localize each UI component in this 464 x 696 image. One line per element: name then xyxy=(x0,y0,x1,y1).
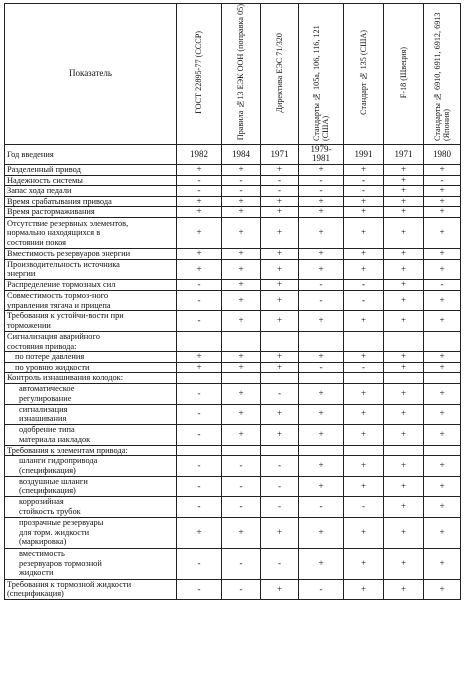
value-cell: + xyxy=(344,425,384,446)
year-label: Год введения xyxy=(5,144,177,165)
table-row xyxy=(5,579,461,600)
value-cell: + xyxy=(222,311,261,332)
value-cell: - xyxy=(344,290,384,311)
value-cell: + xyxy=(344,476,384,497)
empty-cell xyxy=(344,331,384,352)
standard-name: Стандарты № 6910, 6911, 6912, 6913 (Япония) xyxy=(432,12,451,141)
empty-cell xyxy=(299,373,344,384)
row-label: сигнализация изнашивания xyxy=(5,404,177,425)
value-cell: - xyxy=(177,497,222,518)
empty-cell xyxy=(222,445,261,456)
value-cell: + xyxy=(177,218,222,249)
value-cell: + xyxy=(424,207,461,218)
value-cell: + xyxy=(261,362,299,373)
table-row xyxy=(5,280,461,291)
value-cell: - xyxy=(177,456,222,477)
empty-cell xyxy=(384,331,424,352)
table-row xyxy=(5,404,461,425)
value-cell: + xyxy=(299,218,344,249)
value-cell: + xyxy=(261,290,299,311)
value-cell: + xyxy=(299,476,344,497)
row-label: Требования к тормозной жидкости (спецификация) xyxy=(5,579,177,600)
year-cell: 1980 xyxy=(424,144,461,165)
value-cell: + xyxy=(222,384,261,405)
value-cell: + xyxy=(299,259,344,280)
value-cell: + xyxy=(299,196,344,207)
group-title: Сигнализация аварийного состояния привода: xyxy=(5,331,177,352)
value-cell: - xyxy=(261,476,299,497)
comparison-table xyxy=(4,3,461,600)
value-cell: + xyxy=(384,517,424,548)
value-cell: - xyxy=(299,186,344,197)
value-cell: - xyxy=(344,186,384,197)
value-cell: + xyxy=(261,165,299,176)
value-cell: - xyxy=(261,384,299,405)
value-cell: + xyxy=(261,207,299,218)
value-cell: + xyxy=(384,186,424,197)
table-row xyxy=(5,196,461,207)
value-cell: + xyxy=(299,311,344,332)
value-cell: + xyxy=(384,579,424,600)
value-cell: - xyxy=(177,425,222,446)
value-cell: + xyxy=(424,425,461,446)
row-label: Вместимость резервуаров энергии xyxy=(5,249,177,260)
row-label: Совместимость тормоз-ного управления тягача и прицепа xyxy=(5,290,177,311)
table-row xyxy=(5,517,461,548)
value-cell: + xyxy=(344,165,384,176)
standard-name: Стандарты № 105а, 106, 116, 121 (США) xyxy=(311,25,330,141)
row-label: Отсутствие резервных элементов, нормально находящихся в состоянии покоя xyxy=(5,218,177,249)
row-label: Требования к устойчи-вости при торможении xyxy=(5,311,177,332)
value-cell: + xyxy=(384,404,424,425)
empty-cell xyxy=(424,373,461,384)
value-cell: - xyxy=(177,175,222,186)
value-cell: + xyxy=(261,579,299,600)
row-label: автоматическое регулирование xyxy=(5,384,177,405)
row-label: коррозийная стойкость трубок xyxy=(5,497,177,518)
value-cell: - xyxy=(177,311,222,332)
value-cell: - xyxy=(177,290,222,311)
table-body xyxy=(5,144,461,600)
table-row xyxy=(5,352,461,363)
value-cell: + xyxy=(424,218,461,249)
empty-cell xyxy=(299,445,344,456)
table-row xyxy=(5,207,461,218)
indicator-header-label: Показатель xyxy=(68,68,113,78)
value-cell: + xyxy=(299,207,344,218)
value-cell: + xyxy=(299,384,344,405)
row-label: Распределение тормозных сил xyxy=(5,280,177,291)
row-label: одобрение типа материала накладок xyxy=(5,425,177,446)
value-cell: + xyxy=(424,290,461,311)
value-cell: + xyxy=(344,249,384,260)
value-cell: + xyxy=(177,207,222,218)
table-row xyxy=(5,362,461,373)
group-title-row xyxy=(5,331,461,352)
value-cell: + xyxy=(424,548,461,579)
value-cell: + xyxy=(344,196,384,207)
standard-header xyxy=(384,4,424,145)
value-cell: + xyxy=(384,311,424,332)
value-cell: - xyxy=(344,497,384,518)
group-title: Требования к элементам привода: xyxy=(5,445,177,456)
table-row xyxy=(5,175,461,186)
value-cell: + xyxy=(222,280,261,291)
row-label: шланги гидропривода (спецификация) xyxy=(5,456,177,477)
row-label: Время растормаживания xyxy=(5,207,177,218)
value-cell: + xyxy=(299,517,344,548)
value-cell: + xyxy=(222,352,261,363)
value-cell: - xyxy=(177,384,222,405)
value-cell: - xyxy=(424,175,461,186)
standard-name: F-18 (Швеция) xyxy=(398,46,408,99)
empty-cell xyxy=(261,445,299,456)
value-cell: + xyxy=(261,196,299,207)
empty-cell xyxy=(261,331,299,352)
value-cell: + xyxy=(261,249,299,260)
value-cell: + xyxy=(261,311,299,332)
value-cell: + xyxy=(424,476,461,497)
value-cell: + xyxy=(384,290,424,311)
table-row xyxy=(5,548,461,579)
empty-cell xyxy=(384,445,424,456)
empty-cell xyxy=(344,445,384,456)
year-cell: 1971 xyxy=(261,144,299,165)
value-cell: + xyxy=(424,311,461,332)
value-cell: - xyxy=(261,175,299,186)
value-cell: - xyxy=(222,497,261,518)
value-cell: - xyxy=(222,456,261,477)
value-cell: + xyxy=(222,165,261,176)
value-cell: - xyxy=(344,362,384,373)
empty-cell xyxy=(222,373,261,384)
value-cell: - xyxy=(261,186,299,197)
table-row xyxy=(5,476,461,497)
empty-cell xyxy=(177,373,222,384)
value-cell: + xyxy=(344,352,384,363)
value-cell: + xyxy=(424,497,461,518)
value-cell: + xyxy=(424,249,461,260)
value-cell: - xyxy=(344,280,384,291)
value-cell: + xyxy=(177,165,222,176)
indicator-header xyxy=(5,4,177,145)
standard-header xyxy=(261,4,299,145)
value-cell: + xyxy=(344,207,384,218)
empty-cell xyxy=(424,331,461,352)
value-cell: + xyxy=(344,548,384,579)
row-label: Производительность источника энергии xyxy=(5,259,177,280)
value-cell: + xyxy=(177,249,222,260)
table-row xyxy=(5,384,461,405)
empty-cell xyxy=(299,331,344,352)
value-cell: - xyxy=(222,548,261,579)
value-cell: + xyxy=(344,404,384,425)
row-label: по потере давления xyxy=(5,352,177,363)
row-label: воздушные шланги (спецификация) xyxy=(5,476,177,497)
value-cell: + xyxy=(384,165,424,176)
empty-cell xyxy=(177,331,222,352)
value-cell: + xyxy=(424,579,461,600)
value-cell: + xyxy=(177,352,222,363)
value-cell: - xyxy=(177,404,222,425)
row-label: Время срабатывания привода xyxy=(5,196,177,207)
value-cell: + xyxy=(384,175,424,186)
empty-cell xyxy=(424,445,461,456)
standard-header xyxy=(222,4,261,145)
value-cell: + xyxy=(344,218,384,249)
value-cell: + xyxy=(384,196,424,207)
value-cell: + xyxy=(222,249,261,260)
value-cell: + xyxy=(384,362,424,373)
value-cell: - xyxy=(177,280,222,291)
standard-name: Директива ЕЭС 71/320 xyxy=(274,32,284,113)
value-cell: + xyxy=(384,476,424,497)
value-cell: + xyxy=(261,517,299,548)
standard-header xyxy=(344,4,384,145)
value-cell: - xyxy=(299,497,344,518)
value-cell: + xyxy=(344,517,384,548)
value-cell: - xyxy=(261,548,299,579)
empty-cell xyxy=(384,373,424,384)
value-cell: - xyxy=(299,362,344,373)
value-cell: + xyxy=(384,548,424,579)
group-title-row xyxy=(5,373,461,384)
value-cell: + xyxy=(384,352,424,363)
value-cell: + xyxy=(384,497,424,518)
value-cell: + xyxy=(222,218,261,249)
value-cell: + xyxy=(344,311,384,332)
value-cell: + xyxy=(177,196,222,207)
value-cell: + xyxy=(261,425,299,446)
table-row xyxy=(5,259,461,280)
value-cell: - xyxy=(299,280,344,291)
table-row xyxy=(5,311,461,332)
value-cell: + xyxy=(299,249,344,260)
value-cell: - xyxy=(299,175,344,186)
value-cell: - xyxy=(222,186,261,197)
value-cell: - xyxy=(177,476,222,497)
value-cell: + xyxy=(424,384,461,405)
standard-header xyxy=(299,4,344,145)
value-cell: + xyxy=(222,196,261,207)
empty-cell xyxy=(344,373,384,384)
value-cell: - xyxy=(177,579,222,600)
value-cell: + xyxy=(261,404,299,425)
standard-name: Правила №13 ЕЭК ООН (поправка 05) xyxy=(236,4,246,141)
value-cell: - xyxy=(177,186,222,197)
value-cell: - xyxy=(299,290,344,311)
value-cell: - xyxy=(424,280,461,291)
value-cell: + xyxy=(299,404,344,425)
row-label: Надежность системы xyxy=(5,175,177,186)
value-cell: + xyxy=(384,207,424,218)
value-cell: - xyxy=(299,579,344,600)
standard-name: ГОСТ 22895-77 (СССР) xyxy=(194,31,204,114)
value-cell: - xyxy=(177,548,222,579)
table-row xyxy=(5,249,461,260)
year-cell: 1979- 1981 xyxy=(299,144,344,165)
table-row xyxy=(5,186,461,197)
value-cell: + xyxy=(299,425,344,446)
value-cell: + xyxy=(384,249,424,260)
table-row xyxy=(5,497,461,518)
value-cell: + xyxy=(222,259,261,280)
value-cell: + xyxy=(222,404,261,425)
value-cell: + xyxy=(424,186,461,197)
value-cell: + xyxy=(299,548,344,579)
value-cell: + xyxy=(424,456,461,477)
value-cell: + xyxy=(261,218,299,249)
value-cell: + xyxy=(344,384,384,405)
value-cell: - xyxy=(222,476,261,497)
value-cell: - xyxy=(222,175,261,186)
value-cell: + xyxy=(424,352,461,363)
value-cell: + xyxy=(384,280,424,291)
value-cell: + xyxy=(299,456,344,477)
row-label: Разделенный привод xyxy=(5,165,177,176)
row-label: Запас хода педали xyxy=(5,186,177,197)
value-cell: + xyxy=(424,259,461,280)
value-cell: + xyxy=(222,425,261,446)
year-cell: 1971 xyxy=(384,144,424,165)
value-cell: + xyxy=(384,218,424,249)
year-row xyxy=(5,144,461,165)
value-cell: + xyxy=(384,384,424,405)
value-cell: + xyxy=(177,362,222,373)
group-title-row xyxy=(5,445,461,456)
year-cell: 1982 xyxy=(177,144,222,165)
value-cell: + xyxy=(344,579,384,600)
value-cell: + xyxy=(222,207,261,218)
value-cell: + xyxy=(384,259,424,280)
value-cell: - xyxy=(261,497,299,518)
value-cell: + xyxy=(384,425,424,446)
value-cell: + xyxy=(299,352,344,363)
value-cell: + xyxy=(344,259,384,280)
table-row xyxy=(5,165,461,176)
value-cell: + xyxy=(344,456,384,477)
value-cell: + xyxy=(299,165,344,176)
value-cell: + xyxy=(222,290,261,311)
header-row xyxy=(5,4,461,145)
row-label: прозрачные резервуары для торм. жидкости (маркировка) xyxy=(5,517,177,548)
value-cell: + xyxy=(222,362,261,373)
row-label: вместимость резервуаров тормозной жидкости xyxy=(5,548,177,579)
group-title: Контроль изнашивания колодок: xyxy=(5,373,177,384)
value-cell: + xyxy=(424,165,461,176)
row-label: по уровню жидкости xyxy=(5,362,177,373)
value-cell: + xyxy=(177,517,222,548)
value-cell: - xyxy=(344,175,384,186)
value-cell: + xyxy=(261,280,299,291)
value-cell: + xyxy=(261,259,299,280)
year-cell: 1991 xyxy=(344,144,384,165)
value-cell: + xyxy=(261,352,299,363)
value-cell: + xyxy=(424,196,461,207)
standard-header xyxy=(177,4,222,145)
table-row xyxy=(5,218,461,249)
standard-name: Стандарт № 135 (США) xyxy=(358,30,368,115)
value-cell: - xyxy=(261,456,299,477)
value-cell: + xyxy=(222,517,261,548)
empty-cell xyxy=(222,331,261,352)
empty-cell xyxy=(177,445,222,456)
empty-cell xyxy=(261,373,299,384)
table-row xyxy=(5,425,461,446)
year-cell: 1984 xyxy=(222,144,261,165)
standard-header xyxy=(424,4,461,145)
value-cell: + xyxy=(384,456,424,477)
value-cell: + xyxy=(424,404,461,425)
table-row xyxy=(5,456,461,477)
value-cell: + xyxy=(177,259,222,280)
value-cell: - xyxy=(222,579,261,600)
value-cell: + xyxy=(424,362,461,373)
value-cell: + xyxy=(424,517,461,548)
table-row xyxy=(5,290,461,311)
